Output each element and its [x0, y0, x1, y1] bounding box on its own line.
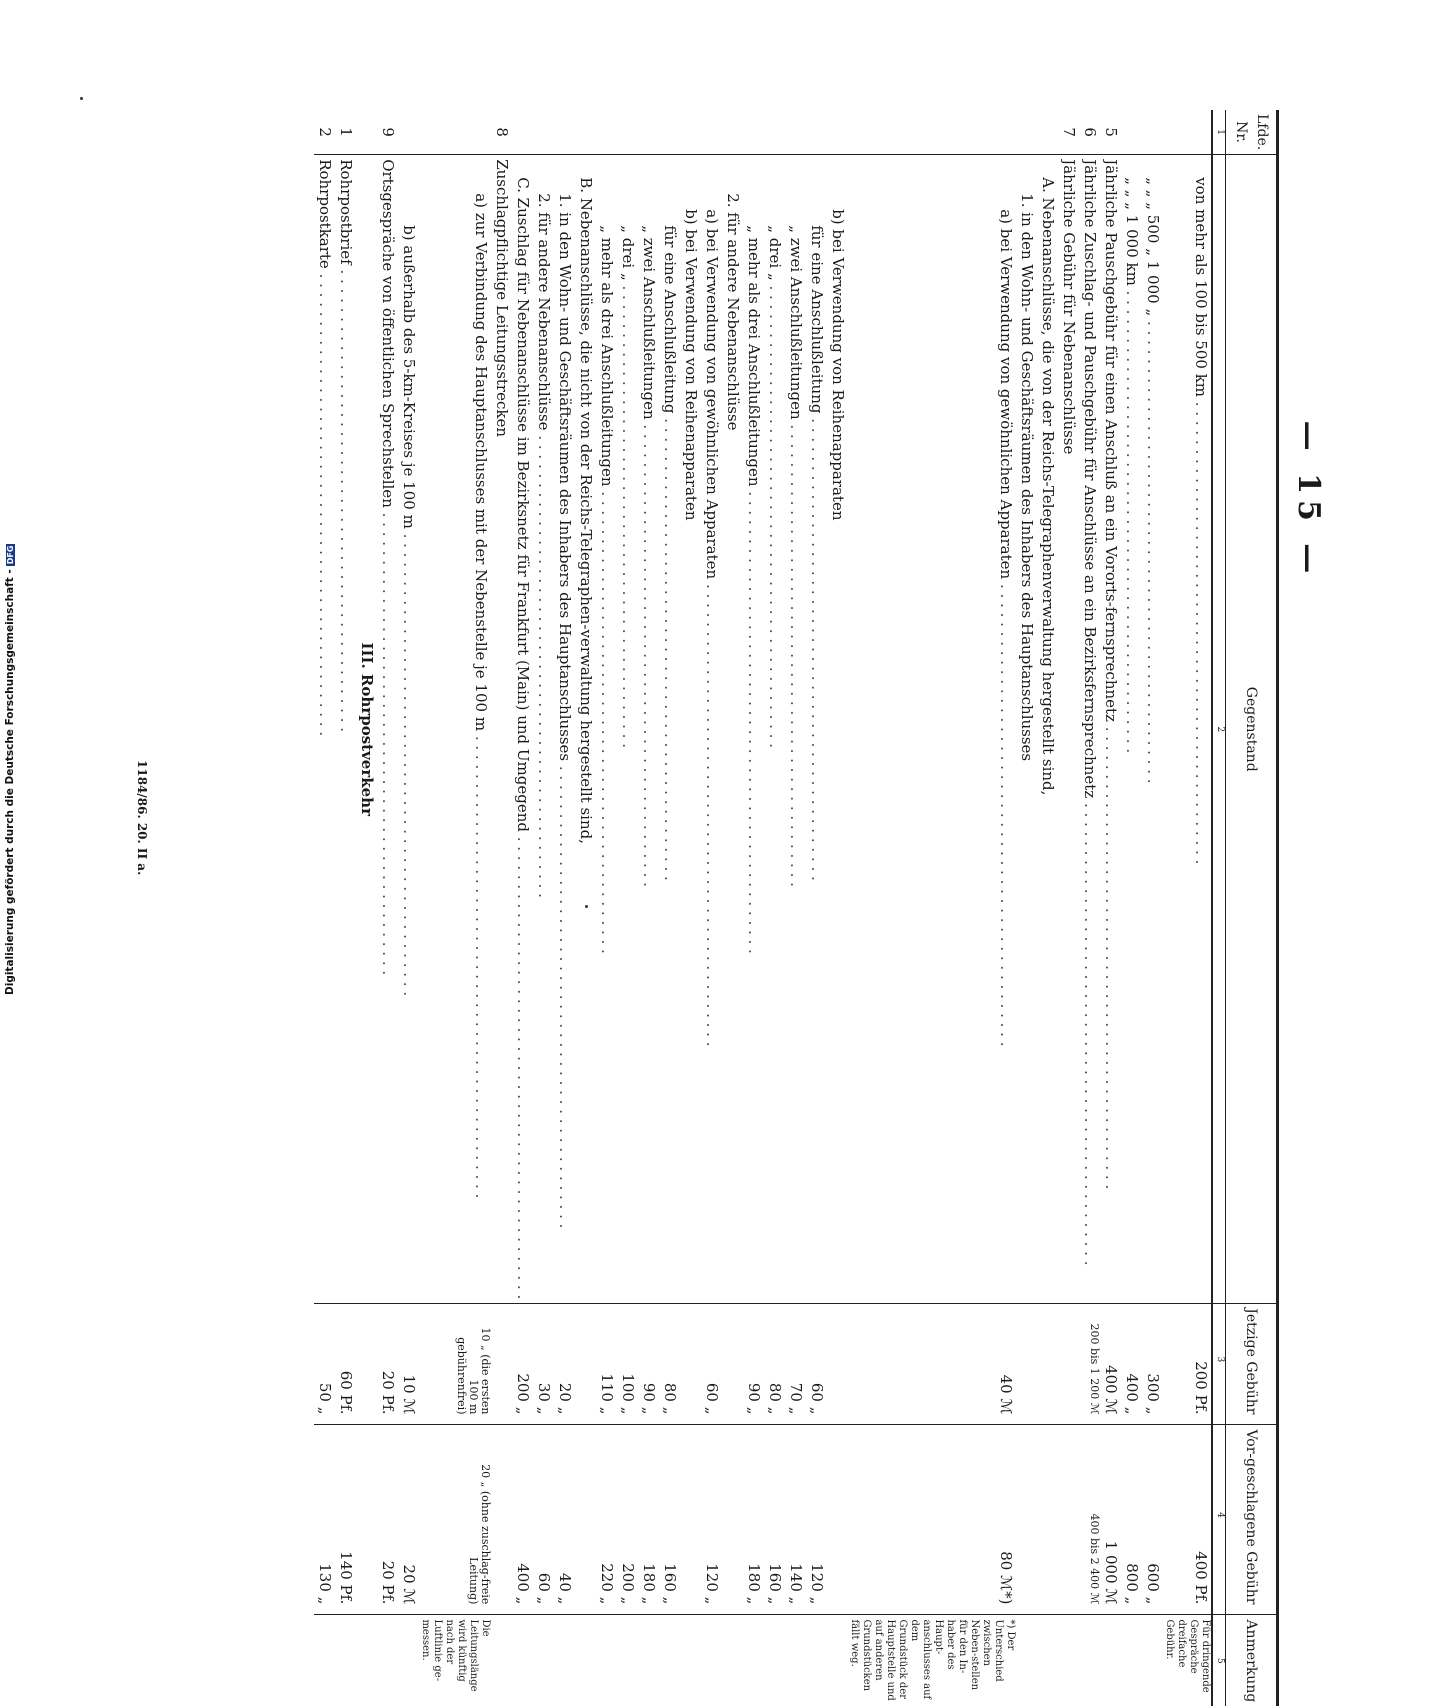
- row-subject: [314, 155, 335, 1304]
- row-subject: [659, 155, 680, 1304]
- table-row: [638, 110, 659, 1706]
- row-proposed-fee: 180 „: [743, 1425, 764, 1615]
- row-subject: [638, 155, 659, 1304]
- row-proposed-fee: 20 „ (ohne zuschlag-freie Leitung): [419, 1425, 491, 1615]
- row-current-fee: [575, 1304, 596, 1425]
- row-subject-text: „ zwei Anschlußleitungen . . .: [785, 159, 806, 1299]
- row-subject: [1037, 155, 1058, 1304]
- row-current-fee: 20 „: [554, 1304, 575, 1425]
- row-subject-text: a) zur Verbindung des Hauptanschlusses mit der Nebenstelle je 100 m . . .: [470, 159, 491, 1299]
- col-header-jetzige: Jetzige Gebühr: [1226, 1304, 1278, 1425]
- col-header-vorgeschlagene: Vor-geschlagene Gebühr: [1226, 1425, 1278, 1615]
- col-num-3: 3: [1212, 1304, 1226, 1425]
- row-subject: [1163, 155, 1212, 1304]
- table-row: [722, 110, 743, 1706]
- row-proposed-fee: 160 „: [659, 1425, 680, 1615]
- table-row: [827, 110, 848, 1706]
- row-subject: [806, 155, 827, 1304]
- row-proposed-fee: [1037, 1425, 1058, 1615]
- row-subject: [680, 155, 701, 1304]
- row-remark: [722, 1615, 743, 1706]
- row-number: [1016, 110, 1037, 155]
- row-proposed-fee: [575, 1425, 596, 1615]
- table-row: [554, 110, 575, 1706]
- row-remark: [491, 1615, 512, 1706]
- row-remark: [398, 1615, 419, 1706]
- row-current-fee: 80 „: [764, 1304, 785, 1425]
- row-proposed-fee: 220 „: [596, 1425, 617, 1615]
- row-remark: [659, 1615, 680, 1706]
- row-subject-text: „ „ „ 500 „ 1 000 „ . . .: [1142, 159, 1163, 1299]
- row-remark: [512, 1615, 533, 1706]
- section-title: III. Rohrpostverkehr: [356, 155, 377, 1304]
- page-number: — 15 —: [1291, 420, 1326, 580]
- row-proposed-fee: [680, 1425, 701, 1615]
- row-subject-text: Jährliche Zuschlag- und Pauschgebühr für Anschlüsse an ein Bezirksfernsprechnetz . . .: [1079, 159, 1100, 1299]
- row-subject: [722, 155, 743, 1304]
- dfg-logo: DFG: [5, 545, 15, 565]
- row-current-fee: 20 Pf.: [377, 1304, 398, 1425]
- row-subject-text: 2. für andere Nebenanschlüsse: [724, 193, 742, 431]
- table-row: [659, 110, 680, 1706]
- row-current-fee: 200 bis 1 200 ℳ: [1079, 1304, 1100, 1425]
- row-remark: [1079, 1615, 1100, 1706]
- row-subject-text: Rohrpostbrief . . .: [335, 159, 356, 1299]
- row-subject: [743, 155, 764, 1304]
- row-subject-text: a) bei Verwendung von gewöhnlichen Apparaten . . .: [701, 159, 722, 1299]
- col-num-1: 1: [1212, 110, 1226, 155]
- row-remark: Die Leitungslänge wird künftig nach der Luftlinie ge-messen.: [419, 1615, 491, 1706]
- row-number: [1121, 110, 1142, 155]
- table-row: [1058, 110, 1079, 1706]
- table-row: [806, 110, 827, 1706]
- tariff-table: [314, 110, 1279, 1706]
- table-row: [1037, 110, 1058, 1706]
- row-subject: [377, 155, 398, 1304]
- row-subject-text: „ drei „ . . .: [764, 159, 785, 1299]
- row-current-fee: 10 „ (die ersten 100 m gebührenfrei): [419, 1304, 491, 1425]
- row-subject: [575, 155, 596, 1304]
- row-number: 6: [1081, 127, 1099, 137]
- row-subject: [398, 155, 419, 1304]
- row-subject: [1016, 155, 1037, 1304]
- row-subject-text: a) bei Verwendung von gewöhnlichen Apparaten . . .: [995, 159, 1016, 1299]
- row-subject-text: b) außerhalb des 5-km-Kreises je 100 m . . .: [398, 159, 419, 1299]
- section-empty: [356, 1615, 377, 1706]
- row-remark: [554, 1615, 575, 1706]
- table-row: [1016, 110, 1037, 1706]
- row-number: [596, 110, 617, 155]
- digitization-note: Digitalisierung gefördert durch die Deutsche Forschungsgemeinschaft -: [4, 569, 16, 995]
- table-row: [617, 110, 638, 1706]
- row-subject-text: 1. in den Wohn- und Geschäftsräumen des Inhabers des Hauptanschlusses . . .: [554, 159, 575, 1299]
- row-subject-text: 1. in den Wohn- und Geschäftsräumen des Inhabers des Hauptanschlusses: [1018, 193, 1036, 762]
- row-remark: [377, 1615, 398, 1706]
- row-remark: [1100, 1615, 1121, 1706]
- digitization-strip: [2, 545, 22, 995]
- row-current-fee: 200 Pf.: [1163, 1304, 1212, 1425]
- col-num-2: 2: [1212, 155, 1226, 1304]
- row-subject: [701, 155, 722, 1304]
- row-number: 9: [379, 127, 397, 137]
- row-proposed-fee: 160 „: [764, 1425, 785, 1615]
- row-subject-text: Zuschlagpflichtige Leitungsstrecken: [493, 159, 511, 437]
- row-current-fee: 50 „: [314, 1304, 335, 1425]
- row-number: [659, 110, 680, 155]
- table-row: [377, 110, 398, 1706]
- row-number: [1037, 110, 1058, 155]
- row-remark: [638, 1615, 659, 1706]
- row-remark: [314, 1615, 335, 1706]
- table-row: [335, 110, 356, 1706]
- row-subject: [512, 155, 533, 1304]
- row-proposed-fee: [722, 1425, 743, 1615]
- row-number: [806, 110, 827, 155]
- row-subject: [848, 155, 1016, 1304]
- section-empty: [356, 1304, 377, 1425]
- row-proposed-fee: 140 „: [785, 1425, 806, 1615]
- table-row: [701, 110, 722, 1706]
- table-row: [1142, 110, 1163, 1706]
- row-subject: [554, 155, 575, 1304]
- row-current-fee: 400 ℳ: [1100, 1304, 1121, 1425]
- row-current-fee: 60 Pf.: [335, 1304, 356, 1425]
- row-subject: [785, 155, 806, 1304]
- row-proposed-fee: [1058, 1425, 1079, 1615]
- row-current-fee: [491, 1304, 512, 1425]
- row-remark: [680, 1615, 701, 1706]
- table-row: [512, 110, 533, 1706]
- row-number: 8: [493, 127, 511, 137]
- row-number: [1142, 110, 1163, 155]
- row-number: [419, 110, 491, 155]
- row-subject-text: b) bei Verwendung von Reihenapparaten: [682, 209, 700, 521]
- row-subject-text: Jährliche Pauschgebühr für einen Anschluß an ein Vororts-fernsprechnetz . . .: [1100, 159, 1121, 1299]
- table-row: [785, 110, 806, 1706]
- row-remark: [1037, 1615, 1058, 1706]
- row-subject-text: „ mehr als drei Anschlußleitungen . . .: [743, 159, 764, 1299]
- row-remark: [1142, 1615, 1163, 1706]
- row-subject-text: C. Zuschlag für Nebenanschlüsse im Bezirksnetz für Frankfurt (Main) und Umgegend . . .: [512, 159, 533, 1299]
- row-number: [512, 110, 533, 155]
- row-subject-text: „ zwei Anschlußleitungen . . .: [638, 159, 659, 1299]
- row-subject: [419, 155, 491, 1304]
- row-subject-text: 2. für andere Nebenanschlüsse . . .: [533, 159, 554, 1299]
- row-remark: [533, 1615, 554, 1706]
- row-remark: [1016, 1615, 1037, 1706]
- row-proposed-fee: 80 ℳ*): [848, 1425, 1016, 1615]
- row-subject: [1142, 155, 1163, 1304]
- row-number: [827, 110, 848, 155]
- table-row: [398, 110, 419, 1706]
- row-current-fee: [1058, 1304, 1079, 1425]
- section-row: [356, 110, 377, 1706]
- row-proposed-fee: 400 Pf.: [1163, 1425, 1212, 1615]
- row-number: [722, 110, 743, 155]
- row-subject-text: Rohrpostkarte . . .: [314, 159, 335, 1299]
- row-number: [785, 110, 806, 155]
- row-remark: [764, 1615, 785, 1706]
- row-subject: [764, 155, 785, 1304]
- table-row: [848, 110, 1016, 1706]
- row-current-fee: 60 „: [701, 1304, 722, 1425]
- row-proposed-fee: 120 „: [701, 1425, 722, 1615]
- row-subject-text: von mehr als 100 bis 500 km . . .: [1190, 159, 1211, 1299]
- row-subject: [1100, 155, 1121, 1304]
- row-subject: [533, 155, 554, 1304]
- table-row: [1163, 110, 1212, 1706]
- row-remark: [1121, 1615, 1142, 1706]
- row-number: [398, 110, 419, 155]
- row-current-fee: 10 ℳ: [398, 1304, 419, 1425]
- row-current-fee: 200 „: [512, 1304, 533, 1425]
- row-current-fee: [680, 1304, 701, 1425]
- row-number: [617, 110, 638, 155]
- col-num-5: 5: [1212, 1615, 1226, 1706]
- row-proposed-fee: 130 „: [314, 1425, 335, 1615]
- row-proposed-fee: 200 „: [617, 1425, 638, 1615]
- row-number: [575, 110, 596, 155]
- row-number: [638, 110, 659, 155]
- row-proposed-fee: 800 „: [1121, 1425, 1142, 1615]
- table-row: [419, 110, 491, 1706]
- row-current-fee: 90 „: [743, 1304, 764, 1425]
- row-proposed-fee: 400 bis 2 400 ℳ: [1079, 1425, 1100, 1615]
- table-row: [680, 110, 701, 1706]
- table-row: [1121, 110, 1142, 1706]
- row-subject-text: „ drei „ . . .: [617, 159, 638, 1299]
- row-current-fee: 100 „: [617, 1304, 638, 1425]
- row-proposed-fee: 140 Pf.: [335, 1425, 356, 1615]
- row-remark: [827, 1615, 848, 1706]
- scan-speck: [585, 905, 588, 908]
- row-subject: [1121, 155, 1142, 1304]
- row-subject-text: für eine Anschlußleitung . . .: [659, 159, 680, 1299]
- col-header-gegenstand: Gegenstand: [1226, 155, 1278, 1304]
- row-proposed-fee: 40 „: [554, 1425, 575, 1615]
- row-current-fee: 30 „: [533, 1304, 554, 1425]
- row-remark: [575, 1615, 596, 1706]
- col-header-anmerkung: Anmerkung: [1226, 1615, 1278, 1706]
- row-proposed-fee: 20 Pf.: [377, 1425, 398, 1615]
- row-subject: [617, 155, 638, 1304]
- table-row: [596, 110, 617, 1706]
- row-remark: [743, 1615, 764, 1706]
- row-current-fee: 90 „: [638, 1304, 659, 1425]
- row-subject: [1058, 155, 1079, 1304]
- row-proposed-fee: 400 „: [512, 1425, 533, 1615]
- row-remark: Für dringende Gespräche dreifache Gebühr.: [1163, 1615, 1212, 1706]
- row-number: [554, 110, 575, 155]
- row-subject: [596, 155, 617, 1304]
- row-number: [533, 110, 554, 155]
- table-row: [1100, 110, 1121, 1706]
- row-remark: [596, 1615, 617, 1706]
- row-proposed-fee: 180 „: [638, 1425, 659, 1615]
- row-current-fee: 300 „: [1142, 1304, 1163, 1425]
- row-subject-text: „ „ „ 1 000 km . . .: [1121, 159, 1142, 1299]
- row-subject: [827, 155, 848, 1304]
- row-number: [680, 110, 701, 155]
- row-remark: [1058, 1615, 1079, 1706]
- table-row: [575, 110, 596, 1706]
- row-remark: [335, 1615, 356, 1706]
- row-remark: *) Der Unterschied zwischen Neben-stellen für den In-haber des Haupt-anschlusses auf dem Grundstück der Hauptstelle und auf anderen Grundstücken fällt weg.: [848, 1615, 1016, 1706]
- row-proposed-fee: [827, 1425, 848, 1615]
- col-num-4: 4: [1212, 1425, 1226, 1615]
- row-number: [764, 110, 785, 155]
- row-number: 2: [316, 127, 334, 137]
- row-proposed-fee: 600 „: [1142, 1425, 1163, 1615]
- tariff-body: [314, 110, 1212, 1706]
- row-current-fee: [827, 1304, 848, 1425]
- row-number: [701, 110, 722, 155]
- row-current-fee: [1016, 1304, 1037, 1425]
- row-subject: [1079, 155, 1100, 1304]
- row-proposed-fee: 20 ℳ: [398, 1425, 419, 1615]
- row-current-fee: [722, 1304, 743, 1425]
- row-subject-text: Jährliche Gebühr für Nebenanschlüsse: [1060, 159, 1078, 455]
- row-number: 7: [1060, 127, 1078, 137]
- row-subject-text: für eine Anschlußleitung . . .: [806, 159, 827, 1299]
- row-current-fee: 400 „: [1121, 1304, 1142, 1425]
- row-subject-text: A. Nebenanschlüsse, die von der Reichs-Telegraphenverwaltung hergestellt sind,: [1039, 177, 1057, 796]
- table-row: [1079, 110, 1100, 1706]
- row-proposed-fee: [491, 1425, 512, 1615]
- table-row: [743, 110, 764, 1706]
- row-remark: [806, 1615, 827, 1706]
- row-current-fee: 60 „: [806, 1304, 827, 1425]
- row-current-fee: 70 „: [785, 1304, 806, 1425]
- row-proposed-fee: 60 „: [533, 1425, 554, 1615]
- row-subject-text: B. Nebenanschlüsse, die nicht von der Reichs-Telegraphen-verwaltung hergestellt sind,: [577, 177, 595, 844]
- row-proposed-fee: [1016, 1425, 1037, 1615]
- table-row: [533, 110, 554, 1706]
- section-nr: [356, 110, 377, 155]
- col-header-nr: Lfde. Nr.: [1226, 110, 1278, 155]
- row-number: 1: [337, 127, 355, 137]
- row-remark: [701, 1615, 722, 1706]
- row-subject-text: „ mehr als drei Anschlußleitungen . . .: [596, 159, 617, 1299]
- table-row: [764, 110, 785, 1706]
- row-number: [848, 110, 1016, 155]
- row-proposed-fee: 1 000 ℳ: [1100, 1425, 1121, 1615]
- row-subject: [491, 155, 512, 1304]
- print-footer: 1184/86. 20. II a.: [135, 760, 149, 876]
- row-current-fee: [1037, 1304, 1058, 1425]
- row-current-fee: 40 ℳ: [848, 1304, 1016, 1425]
- row-remark: [617, 1615, 638, 1706]
- row-number: [743, 110, 764, 155]
- row-number: [1163, 110, 1212, 155]
- row-number: 5: [1102, 127, 1120, 137]
- row-remark: [785, 1615, 806, 1706]
- row-subject-text: b) bei Verwendung von Reihenapparaten: [829, 209, 847, 521]
- scan-speck: [80, 97, 83, 100]
- row-current-fee: 110 „: [596, 1304, 617, 1425]
- table-row: [491, 110, 512, 1706]
- row-subject-text: Ortsgespräche von öffentlichen Sprechstellen . . .: [377, 159, 398, 1299]
- row-current-fee: 80 „: [659, 1304, 680, 1425]
- section-empty: [356, 1425, 377, 1615]
- row-proposed-fee: 120 „: [806, 1425, 827, 1615]
- table-row: [314, 110, 335, 1706]
- row-subject: [335, 155, 356, 1304]
